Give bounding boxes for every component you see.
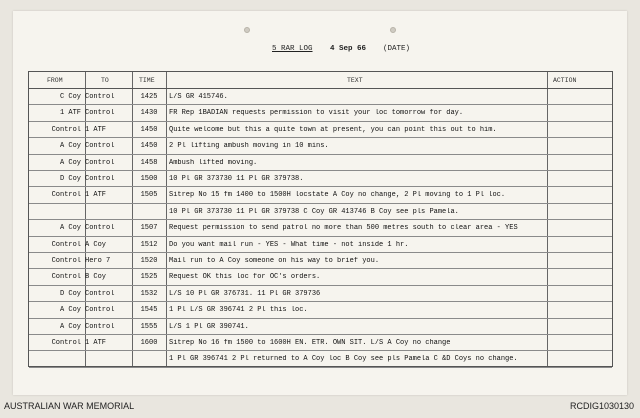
cell-to: Control xyxy=(85,322,115,331)
table-row xyxy=(29,286,612,302)
cell-time: 1430 xyxy=(140,109,158,118)
table-row xyxy=(29,335,612,351)
log-title: 5 RAR LOG xyxy=(272,45,313,53)
cell-from: D Coy xyxy=(59,175,81,183)
cell-text: Sitrep No 15 fm 1400 to 1500H locstate A Coy no change, 2 Pl moving to 1 Pl loc. xyxy=(169,191,506,200)
header-text: TEXT xyxy=(347,77,363,84)
cell-time: 1512 xyxy=(140,240,158,249)
cell-time: 1532 xyxy=(140,289,158,298)
cell-text: Do you want mail run - YES - What time - not inside 1 hr. xyxy=(169,240,409,249)
cell-text: Request permission to send patrol no more than 500 metres south to clear area - YES xyxy=(169,224,518,233)
cell-to: Hero 7 xyxy=(85,257,111,265)
footer-institution: AUSTRALIAN WAR MEMORIAL xyxy=(4,401,135,411)
cell-time: 1450 xyxy=(140,142,158,151)
footer-record-id: RCDIG1030130 xyxy=(569,401,634,411)
cell-time: 1555 xyxy=(140,322,158,331)
punch-hole xyxy=(244,27,250,33)
cell-to: 1 ATF xyxy=(85,191,107,200)
table-row xyxy=(29,204,612,220)
cell-text: L/S 10 Pl GR 376731. 11 Pl GR 379736 xyxy=(169,289,321,298)
cell-text: Sitrep No 16 fm 1500 to 1600H EN. ETR. OWN SIT. L/S A Coy no change xyxy=(169,339,451,347)
cell-from: Control xyxy=(51,240,81,249)
cell-from: A Coy xyxy=(59,158,81,167)
cell-from: Control xyxy=(51,273,81,282)
table-row xyxy=(29,237,612,253)
cell-text: 10 Pl GR 373730 11 Pl GR 379738. xyxy=(169,175,304,183)
cell-time: 1425 xyxy=(140,93,158,101)
cell-time: 1525 xyxy=(140,273,158,282)
cell-time: 1450 xyxy=(140,125,158,134)
punch-hole xyxy=(390,27,396,33)
table-row xyxy=(29,302,612,318)
cell-to: Control xyxy=(85,289,115,298)
cell-time: 1500 xyxy=(140,175,158,183)
cell-from: A Coy xyxy=(59,224,81,233)
log-date: 4 Sep 66 xyxy=(330,45,367,53)
cell-from: D Coy xyxy=(59,289,81,298)
table-row xyxy=(29,220,612,236)
cell-to: Control xyxy=(85,158,115,167)
cell-time: 1505 xyxy=(140,191,158,200)
log-sheet xyxy=(13,11,627,395)
table-row xyxy=(29,122,612,138)
cell-from: A Coy xyxy=(59,322,81,331)
cell-time: 1600 xyxy=(140,339,158,347)
table-row xyxy=(29,138,612,154)
cell-time: 1520 xyxy=(140,257,158,265)
cell-text: L/S 1 Pl GR 390741. xyxy=(169,322,249,331)
cell-to: 1 ATF xyxy=(85,125,107,134)
log-header xyxy=(13,45,627,59)
cell-from: Control xyxy=(51,191,81,200)
cell-text: Mail run to A Coy someone on his way to brief you. xyxy=(169,257,380,265)
cell-to: 1 ATF xyxy=(85,339,107,347)
table-row xyxy=(29,269,612,285)
cell-to: Control xyxy=(85,109,115,118)
cell-time: 1507 xyxy=(140,224,158,233)
log-table xyxy=(28,71,613,367)
cell-to: Control xyxy=(85,175,115,183)
table-row xyxy=(29,171,612,187)
cell-from: A Coy xyxy=(59,142,81,151)
cell-text: Quite welcome but this a quite town at present, you can point this out to him. xyxy=(169,125,497,134)
cell-from: Control xyxy=(51,257,81,265)
table-row xyxy=(29,105,612,121)
header-from: FROM xyxy=(47,77,63,84)
table-row xyxy=(29,253,612,269)
cell-text: Request OK this loc for OC's orders. xyxy=(169,273,321,282)
cell-to: Control xyxy=(85,93,115,101)
cell-text: 10 Pl GR 373730 11 Pl GR 379738 C Coy GR 413746 B Coy see pls Pamela. xyxy=(169,207,459,216)
table-row xyxy=(29,187,612,203)
cell-time: 1458 xyxy=(140,158,158,167)
cell-text: Ambush lifted moving. xyxy=(169,158,258,167)
date-label: (DATE) xyxy=(383,45,411,53)
cell-time: 1545 xyxy=(140,306,158,315)
cell-to: A Coy xyxy=(85,240,107,249)
header-to: TO xyxy=(101,77,109,84)
cell-text: 1 Pl L/S GR 396741 2 Pl this loc. xyxy=(169,306,308,315)
cell-to: B Coy xyxy=(85,273,107,282)
table-row xyxy=(29,351,612,367)
cell-from: Control xyxy=(51,339,81,347)
cell-to: Control xyxy=(85,142,115,151)
cell-text: 2 Pl lifting ambush moving in 10 mins. xyxy=(169,142,329,151)
cell-text: FR Rep 1BADIAN requests permission to visit your loc tomorrow for day. xyxy=(169,109,464,118)
table-row xyxy=(29,319,612,335)
header-time: TIME xyxy=(139,77,155,84)
cell-from: Control xyxy=(51,125,81,134)
table-row xyxy=(29,155,612,171)
cell-text: 1 Pl GR 396741 2 Pl returned to A Coy loc B Coy see pls Pamela C &D Coys no change. xyxy=(169,355,518,364)
cell-from: 1 ATF xyxy=(59,109,81,118)
cell-text: L/S GR 415746. xyxy=(169,93,228,101)
cell-from: C Coy xyxy=(59,93,81,101)
header-action: ACTION xyxy=(553,77,577,84)
cell-to: Control xyxy=(85,224,115,233)
cell-to: Control xyxy=(85,306,115,315)
cell-from: A Coy xyxy=(59,306,81,315)
table-row xyxy=(29,89,612,105)
